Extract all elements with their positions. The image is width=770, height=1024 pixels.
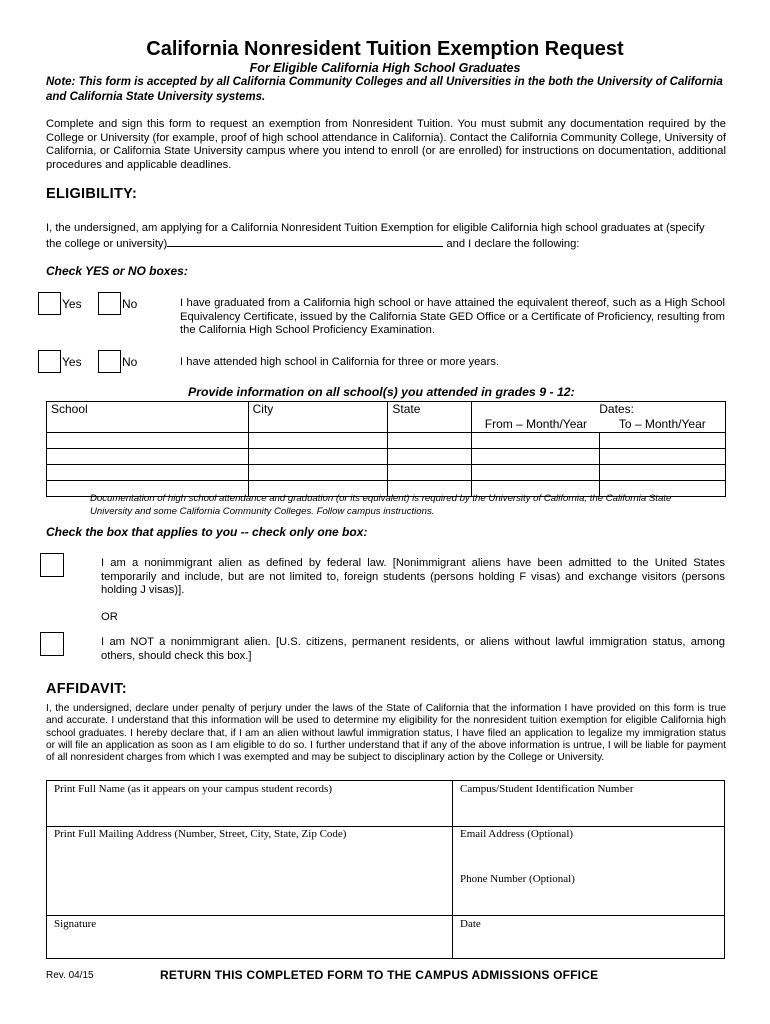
mailing-address-field[interactable]: Print Full Mailing Address (Number, Street, City, State, Zip Code) [54,828,347,840]
schools-table [46,401,726,497]
affidavit-text: I, the undersigned, declare under penalty of perjury under the laws of the State of California that the information I have provided on this form is true and accurate. I understand that this information will be used to determine my eligibility for the nonresident tuition exemption for eligible California high school graduates. I hereby declare that, if I am an alien without lawful immigration status, I have filed an application to legalize my immigration status or will file an application as soon as I am eligible to do so. I further understand that if any of the above information is untrue, I will be liable for payment of all nonresident charges from which I was exempted and may be subject to disciplinary action by the College or University. [46,703,726,764]
cell-state[interactable] [388,465,472,481]
table-header-row [47,402,726,418]
q1-no-checkbox[interactable] [98,292,121,315]
q1-no-label: No [122,297,138,311]
col-school-header: School [47,402,249,433]
revision-label: Rev. 04/15 [46,970,94,981]
eligibility-statement-line1: I, the undersigned, am applying for a California Nonresident Tuition Exemption for eligible California high school graduates at (specify [46,222,705,234]
cell-from[interactable] [472,433,600,449]
col-to-header: To – Month/Year [600,417,726,433]
eligibility-heading: ELIGIBILITY: [46,186,138,202]
intro-paragraph: Complete and sign this form to request an exemption from Nonresident Tuition. You must submit any documentation required by the College or University (for example, proof of high school attendance in California). Contact the California Community College, University of California, or California State University campus where you intend to enroll (or are enrolled) for instructions on documentation, additional procedures and applicable deadlines. [46,118,726,171]
cell-state[interactable] [388,449,472,465]
form-title: California Nonresident Tuition Exemption Request [146,38,624,60]
not-nonimmigrant-text: I am NOT a nonimmigrant alien. [U.S. citizens, permanent residents, or aliens without lawful immigration status, among others, should check this box.] [101,636,725,662]
cell-school[interactable] [47,465,249,481]
form-subtitle: For Eligible California High School Graduates [249,61,521,75]
documentation-note: Documentation of high school attendance and graduation (or its equivalent) is required by the University of California, the California State University and some California Community Colleges. Follow campus instructions. [90,493,672,517]
cell-city[interactable] [248,433,388,449]
q1-text: I have graduated from a California high school or have attained the equivalent thereof, such as a High School Equivalency Certificate, issued by the California State GED Office or a Certificate of Proficiency, resulting from the California High School Proficiency Examination. [180,297,725,336]
cell-to[interactable] [600,433,726,449]
check-yes-no-heading: Check YES or NO boxes: [46,264,188,278]
q2-text: I have attended high school in California for three or more years. [180,356,500,368]
college-input-line[interactable] [167,236,443,247]
phone-field[interactable]: Phone Number (Optional) [460,873,575,885]
q2-yes-label: Yes [62,355,82,369]
cell-state[interactable] [388,433,472,449]
email-field[interactable]: Email Address (Optional) [460,828,574,840]
table-row [47,433,726,449]
q1-yes-checkbox[interactable] [38,292,61,315]
acceptance-note: Note: This form is accepted by all California Community Colleges and all Universities in the both the University of California and California State University systems. [46,76,723,103]
cell-from[interactable] [472,465,600,481]
signature-field[interactable]: Signature [54,918,97,930]
applicant-info-box [46,780,725,959]
full-name-field[interactable]: Print Full Name (as it appears on your campus student records) [54,783,332,795]
cell-to[interactable] [600,449,726,465]
date-field[interactable]: Date [460,918,481,930]
table-row [47,465,726,481]
col-from-header: From – Month/Year [472,417,600,433]
col-state-header: State [388,402,472,433]
cell-school[interactable] [47,449,249,465]
col-dates-header: Dates: [472,402,726,418]
or-label: OR [101,611,118,623]
college-label: the college or university) [46,237,168,250]
not-nonimmigrant-checkbox[interactable] [40,632,64,656]
cell-from[interactable] [472,449,600,465]
student-id-field[interactable]: Campus/Student Identification Number [460,783,634,795]
q2-no-label: No [122,355,138,369]
cell-city[interactable] [248,449,388,465]
declare-label: and I declare the following: [446,237,580,250]
nonimmigrant-text: I am a nonimmigrant alien as defined by federal law. [Nonimmigrant aliens have been admitted to the United States temporarily and include, but are not limited to, foreign students (persons holding F visas) and exchange visitors (persons holding J visas)]. [101,557,725,596]
table-row [47,449,726,465]
eligibility-statement-line2 [46,236,726,252]
q2-no-checkbox[interactable] [98,350,121,373]
cell-to[interactable] [600,465,726,481]
return-instructions: RETURN THIS COMPLETED FORM TO THE CAMPUS ADMISSIONS OFFICE [160,968,599,982]
affidavit-heading: AFFIDAVIT: [46,681,127,697]
q2-yes-checkbox[interactable] [38,350,61,373]
schools-heading: Provide information on all school(s) you attended in grades 9 - 12: [188,385,575,399]
eligibility-statement [46,222,726,251]
cell-school[interactable] [47,433,249,449]
alien-heading: Check the box that applies to you -- check only one box: [46,525,368,539]
col-city-header: City [248,402,388,433]
cell-city[interactable] [248,465,388,481]
nonimmigrant-checkbox[interactable] [40,553,64,577]
q1-yes-label: Yes [62,297,82,311]
